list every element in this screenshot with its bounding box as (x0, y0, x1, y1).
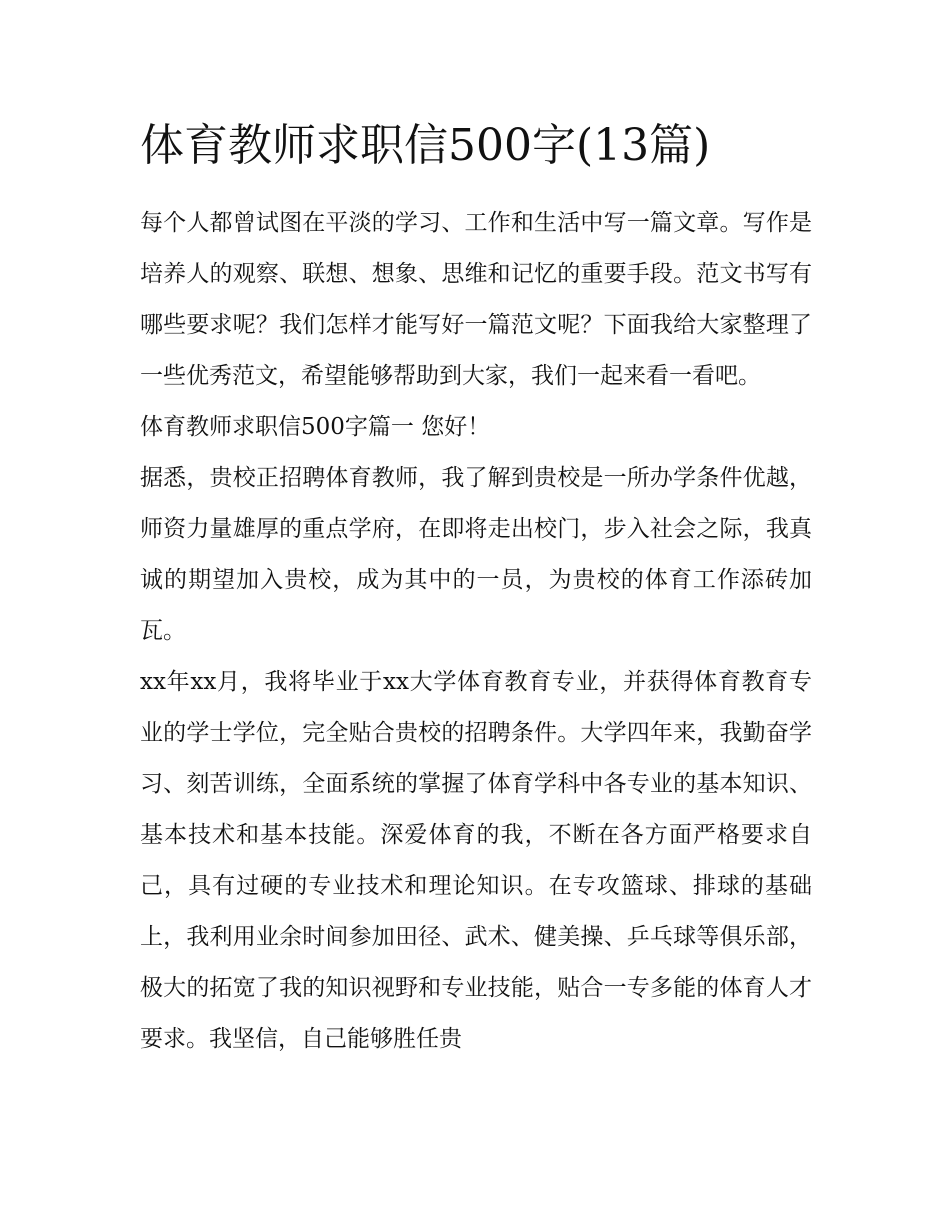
section-heading-1: 体育教师求职信500字篇一 您好！ (140, 414, 491, 440)
document-title: 体育教师求职信500字(13篇) (140, 120, 711, 171)
document-body (140, 112, 812, 1065)
body-paragraph: xx年xx月，我将毕业于xx大学体育教育专业，并获得体育教育专业的学士学位，完全贴合贵校的招聘条件。大学四年来，我勤奋学习、刻苦训练，全面系统的掌握了体育学科中各专业的基本知识、基本技术和基本技能。深爱体育的我，不断在各方面严格要求自己，具有过硬的专业技术和理论知识。在专攻篮球、排球的基础上，我利用业余时间参加田径、武术、健美操、乒乓球等俱乐部，极大的拓宽了我的知识视野和专业技能，贴合一专多能的体育人才要求。我坚信，自己能够胜任贵 (140, 669, 812, 1052)
body-paragraph: 据悉，贵校正招聘体育教师，我了解到贵校是一所办学条件优越，师资力量雄厚的重点学府，在即将走出校门，步入社会之际，我真诚的期望加入贵校，成为其中的一员，为贵校的体育工作添砖加瓦。 (140, 465, 812, 644)
intro-paragraph: 每个人都曾试图在平淡的学习、工作和生活中写一篇文章。写作是培养人的观察、联想、想象、思维和记忆的重要手段。范文书写有哪些要求呢？我们怎样才能写好一篇范文呢？下面我给大家整理了一些优秀范文，希望能够帮助到大家，我们一起来看一看吧。 (140, 210, 812, 389)
